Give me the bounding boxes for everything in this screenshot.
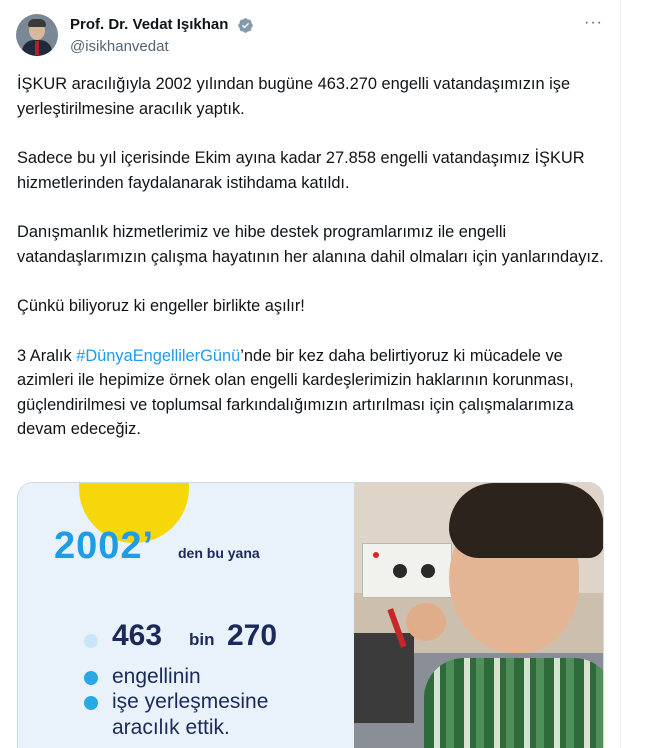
hashtag-link[interactable]: #DünyaEngellilerGünü <box>76 346 241 365</box>
photo-shirt <box>424 658 604 748</box>
tweet-paragraph: Sadece bu yıl içerisinde Ekim ayına kadar 27.858 engelli vatandaşımız İŞKUR hizmetlerinden faydalanarak istihdama katıldı. <box>17 149 585 192</box>
tweet-text-segment: ’nde bir kez daha belirtiyoruz ki mücadele ve azimleri ile hepimize örnek olan engelli kardeşlerimizin haklarının korunması, güçlendirilmesi ve toplumsal farkındalığımızın artırılması için çalışmalarımıza devam edeceğiz. <box>17 346 574 438</box>
verified-badge-icon[interactable] <box>237 17 254 34</box>
more-horizontal-icon[interactable]: ··· <box>584 14 603 31</box>
author-handle[interactable]: @isikhanvedat <box>70 38 169 55</box>
infographic-line: işe yerleşmesine <box>112 690 269 713</box>
infographic-line: aracılık ettik. <box>112 716 230 739</box>
infographic-year-suffix: den bu yana <box>178 545 260 561</box>
photo-device <box>362 543 452 598</box>
bullet-dot-icon <box>84 696 98 710</box>
photo-person-hand <box>406 603 446 641</box>
infographic-year: 2002’ <box>54 525 155 567</box>
device-led <box>373 552 379 558</box>
bullet-dot-icon <box>84 634 98 648</box>
avatar[interactable] <box>16 14 58 56</box>
infographic-panel <box>18 483 354 748</box>
tweet-paragraph: Danışmanlık hizmetlerimiz ve hibe destek programlarımız ile engelli vatandaşlarımızın çalışma hayatının her alanına dahil olmaları için yanlarındayız. <box>17 223 604 266</box>
device-knob <box>393 564 407 578</box>
tweet-paragraph: Çünkü biliyoruz ki engeller birlikte aşılır! <box>17 297 305 315</box>
avatar-tie <box>35 41 39 55</box>
infographic-number-thousands: 463 <box>112 619 163 652</box>
infographic-line: engellinin <box>112 665 201 688</box>
infographic-number-remainder: 270 <box>227 619 278 652</box>
tweet-paragraph <box>17 344 607 442</box>
tweet-text-segment: 3 Aralık <box>17 346 77 365</box>
tweet-text <box>17 72 607 467</box>
infographic-number-unit: bin <box>189 630 215 649</box>
tweet-paragraph: İŞKUR aracılığıyla 2002 yılından bugüne 463.270 engelli vatandaşımızın işe yerleştirilmesine aracılık yaptık. <box>17 75 571 118</box>
timeline-divider <box>620 0 621 748</box>
device-knob <box>421 564 435 578</box>
photo-person-hair <box>449 483 604 558</box>
avatar-hair <box>28 19 46 27</box>
workshop-photo <box>354 483 604 748</box>
author-name[interactable]: Prof. Dr. Vedat Işıkhan <box>70 16 229 33</box>
photo-circuit-board <box>354 633 414 723</box>
tweet-media-image[interactable] <box>17 482 604 748</box>
bullet-dot-icon <box>84 671 98 685</box>
